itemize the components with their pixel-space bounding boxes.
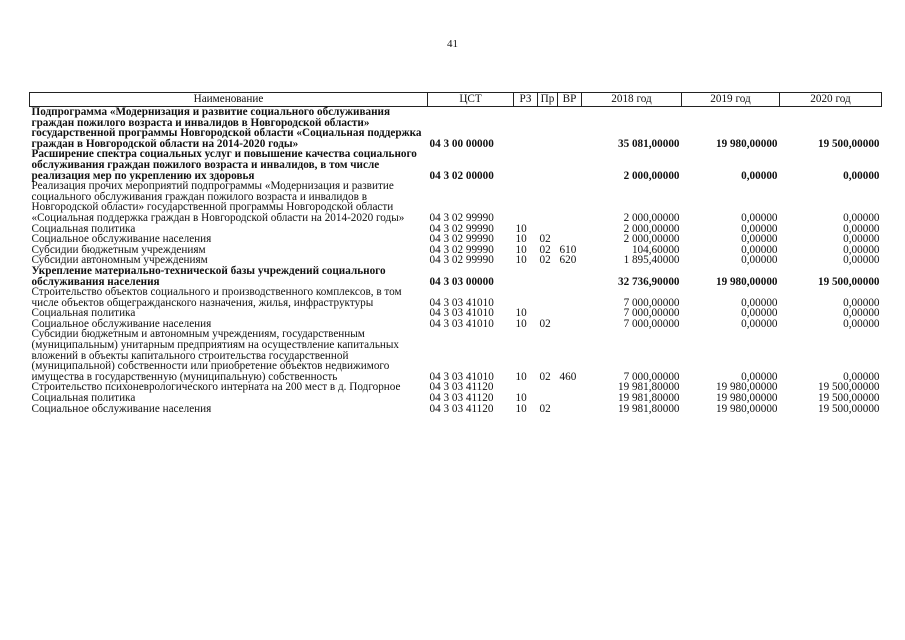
row-2019: 19 980,00000 bbox=[715, 381, 778, 394]
row-name: Социальное обслуживание населения bbox=[31, 402, 212, 415]
row-vr bbox=[558, 181, 582, 223]
row-2018: 7 000,00000 bbox=[623, 307, 680, 320]
row-vr bbox=[558, 382, 582, 393]
row-rz: 10 bbox=[515, 222, 527, 235]
row-cst: 04 3 03 41010 bbox=[429, 296, 494, 309]
row-pr: 02 bbox=[539, 243, 551, 256]
header-rz: РЗ bbox=[514, 93, 538, 107]
row-2018: 19 981,80000 bbox=[617, 381, 680, 394]
row-cst: 04 3 02 99990 bbox=[429, 233, 494, 246]
row-name: Социальная политика bbox=[31, 307, 136, 320]
row-cst: 04 3 02 99990 bbox=[429, 222, 494, 235]
header-name: Наименование bbox=[30, 93, 428, 107]
row-2019: 0,00000 bbox=[741, 233, 778, 246]
budget-table bbox=[29, 92, 882, 414]
row-2019: 19 980,00000 bbox=[715, 392, 778, 405]
row-2018: 7 000,00000 bbox=[623, 370, 680, 383]
row-2018: 104,60000 bbox=[631, 243, 680, 256]
row-vr bbox=[558, 149, 582, 181]
row-2019: 0,00000 bbox=[741, 211, 778, 224]
table-row bbox=[30, 149, 882, 181]
row-2019: 0,00000 bbox=[741, 169, 778, 182]
row-2020: 19 500,00000 bbox=[817, 381, 880, 394]
row-name: Субсидии автономным учреждениям bbox=[31, 254, 208, 267]
row-2020: 0,00000 bbox=[843, 233, 880, 246]
row-name: Социальная политика bbox=[31, 222, 136, 235]
row-pr bbox=[538, 266, 558, 287]
row-rz bbox=[514, 266, 538, 287]
table-row bbox=[30, 181, 882, 223]
row-2020: 0,00000 bbox=[843, 307, 880, 320]
row-cst: 04 3 03 00000 bbox=[429, 275, 494, 288]
row-vr bbox=[558, 393, 582, 404]
row-name: Строительство объектов социального и производственного комплексов, в том числе объектов общегражданского назначения, жилья, инфраструктуры bbox=[31, 286, 402, 309]
row-rz: 10 bbox=[515, 254, 527, 267]
row-2018: 2 000,00000 bbox=[623, 169, 680, 182]
row-vr bbox=[558, 224, 582, 235]
row-pr: 02 bbox=[539, 370, 551, 383]
row-vr bbox=[558, 319, 582, 330]
table-row bbox=[30, 404, 882, 415]
row-pr: 02 bbox=[539, 402, 551, 415]
row-2018: 7 000,00000 bbox=[623, 317, 680, 330]
row-name: Реализация прочих мероприятий подпрограммы «Модернизация и развитие социального обслуживания граждан пожилого возраста и инвалидов в Новгородской области» государственной программы Новгородской области «Социальная поддержка граждан в Новгородской области на 2014-2020 годы» bbox=[31, 180, 405, 224]
row-vr bbox=[558, 266, 582, 287]
row-pr bbox=[538, 181, 558, 223]
row-rz: 10 bbox=[515, 233, 527, 246]
row-2020: 0,00000 bbox=[843, 243, 880, 256]
row-name: Социальная политика bbox=[31, 392, 136, 405]
header-pr: Пр bbox=[538, 93, 558, 107]
row-2018: 19 981,80000 bbox=[617, 402, 680, 415]
row-2020: 0,00000 bbox=[843, 211, 880, 224]
row-rz: 10 bbox=[515, 402, 527, 415]
row-rz bbox=[514, 287, 538, 308]
row-2019: 0,00000 bbox=[741, 243, 778, 256]
row-rz bbox=[514, 107, 538, 150]
row-rz: 10 bbox=[515, 307, 527, 320]
row-vr bbox=[558, 287, 582, 308]
header-2020: 2020 год bbox=[780, 93, 882, 107]
row-cst: 04 3 02 00000 bbox=[429, 169, 494, 182]
row-2020: 19 500,00000 bbox=[817, 137, 880, 150]
row-vr: 460 bbox=[559, 370, 577, 383]
row-2019: 19 980,00000 bbox=[715, 137, 778, 150]
row-vr bbox=[558, 308, 582, 319]
row-rz: 10 bbox=[515, 370, 527, 383]
row-pr: 02 bbox=[539, 317, 551, 330]
row-cst: 04 3 03 41120 bbox=[429, 392, 494, 405]
row-cst: 04 3 03 41120 bbox=[429, 381, 494, 394]
row-2019: 19 980,00000 bbox=[715, 275, 778, 288]
row-rz bbox=[514, 149, 538, 181]
row-2020: 0,00000 bbox=[843, 254, 880, 267]
header-vr: ВР bbox=[558, 93, 582, 107]
row-name: Подпрограмма «Модернизация и развитие социального обслуживания граждан пожилого возраста и инвалидов в Новгородской области» государственной программы Новгородской области «Социальная поддержка граждан в Новгородской области на 2014-2020 годы» bbox=[31, 106, 422, 150]
row-2020: 0,00000 bbox=[843, 370, 880, 383]
table-body bbox=[30, 107, 882, 415]
row-cst: 04 3 02 99990 bbox=[429, 243, 494, 256]
row-2019: 0,00000 bbox=[741, 296, 778, 309]
row-rz: 10 bbox=[515, 243, 527, 256]
row-vr bbox=[558, 107, 582, 150]
header-2019: 2019 год bbox=[682, 93, 780, 107]
row-2018: 19 981,80000 bbox=[617, 392, 680, 405]
row-2018: 2 000,00000 bbox=[623, 222, 680, 235]
row-vr: 610 bbox=[559, 243, 577, 256]
row-2018: 35 081,00000 bbox=[617, 137, 680, 150]
row-rz: 10 bbox=[515, 317, 527, 330]
row-2019: 19 980,00000 bbox=[715, 402, 778, 415]
row-2019: 0,00000 bbox=[741, 307, 778, 320]
row-2019: 0,00000 bbox=[741, 254, 778, 267]
header-2018: 2018 год bbox=[582, 93, 682, 107]
row-pr bbox=[538, 107, 558, 150]
row-2020: 0,00000 bbox=[843, 222, 880, 235]
row-2018: 2 000,00000 bbox=[623, 211, 680, 224]
row-rz: 10 bbox=[515, 392, 527, 405]
row-2020: 0,00000 bbox=[843, 169, 880, 182]
row-2020: 19 500,00000 bbox=[817, 402, 880, 415]
page-number: 41 bbox=[447, 38, 458, 50]
row-pr bbox=[538, 149, 558, 181]
row-2020: 19 500,00000 bbox=[817, 275, 880, 288]
row-2018: 2 000,00000 bbox=[623, 233, 680, 246]
row-cst: 04 3 03 41010 bbox=[429, 370, 494, 383]
row-pr bbox=[538, 287, 558, 308]
row-cst: 04 3 03 41010 bbox=[429, 317, 494, 330]
table-row bbox=[30, 107, 882, 150]
row-vr: 620 bbox=[559, 254, 577, 267]
row-cst: 04 3 03 41010 bbox=[429, 307, 494, 320]
table-row bbox=[30, 266, 882, 287]
table-header-row bbox=[30, 93, 882, 107]
row-cst: 04 3 00 00000 bbox=[429, 137, 494, 150]
table-row bbox=[30, 329, 882, 382]
row-vr bbox=[558, 404, 582, 415]
row-name: Субсидии бюджетным учреждениям bbox=[31, 243, 206, 256]
row-2018: 1 895,40000 bbox=[623, 254, 680, 267]
table-row bbox=[30, 287, 882, 308]
row-2020: 0,00000 bbox=[843, 296, 880, 309]
row-cst: 04 3 02 99990 bbox=[429, 254, 494, 267]
row-name: Расширение спектра социальных услуг и повышение качества социального обслуживания граждан пожилого возраста и инвалидов, в том числе реализация мер по укреплению их здоровья bbox=[31, 148, 417, 182]
row-2019: 0,00000 bbox=[741, 370, 778, 383]
row-2018: 32 736,90000 bbox=[617, 275, 680, 288]
row-cst: 04 3 03 41120 bbox=[429, 402, 494, 415]
row-2019: 0,00000 bbox=[741, 317, 778, 330]
row-2020: 19 500,00000 bbox=[817, 392, 880, 405]
row-2019: 0,00000 bbox=[741, 222, 778, 235]
row-name: Социальное обслуживание населения bbox=[31, 233, 212, 246]
row-name: Социальное обслуживание населения bbox=[31, 317, 212, 330]
header-cst: ЦСТ bbox=[428, 93, 514, 107]
row-2018: 7 000,00000 bbox=[623, 296, 680, 309]
row-rz bbox=[514, 181, 538, 223]
row-pr: 02 bbox=[539, 254, 551, 267]
row-name: Укрепление материально-технической базы учреждений социального обслуживания населения bbox=[31, 264, 386, 288]
row-name: Строительство психоневрологического интерната на 200 мест в д. Подгорное bbox=[31, 381, 401, 394]
row-pr bbox=[538, 382, 558, 393]
row-cst: 04 3 02 99990 bbox=[429, 211, 494, 224]
row-2020: 0,00000 bbox=[843, 317, 880, 330]
row-pr: 02 bbox=[539, 233, 551, 246]
row-name: Субсидии бюджетным и автономным учреждениям, государственным (муниципальным) унитарным предприятиям на осуществление капитальных вложений в объекты капитального строительства государственной (муниципальной) собственности или приобретение объектов недвижимого имущества в государственную (муниципальную) собственность bbox=[31, 328, 400, 383]
